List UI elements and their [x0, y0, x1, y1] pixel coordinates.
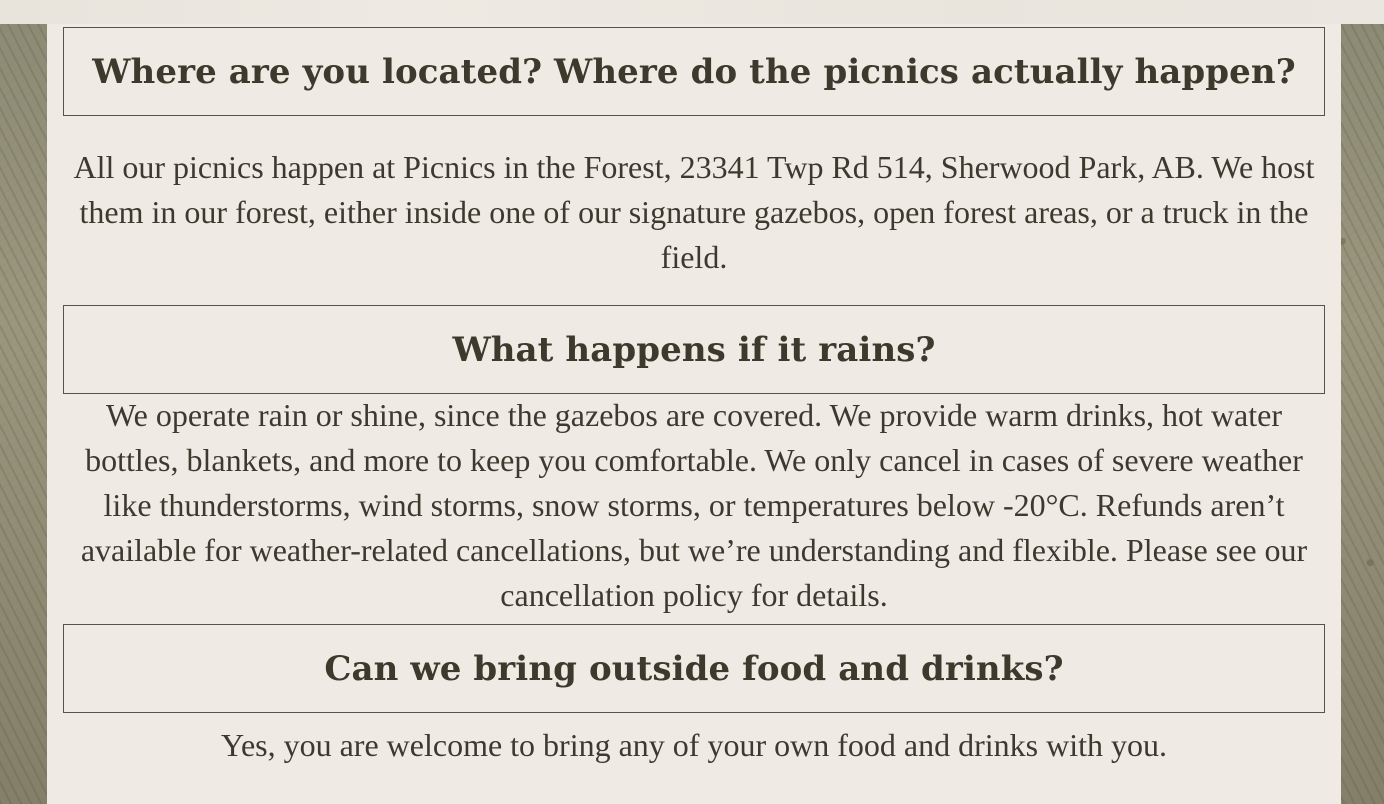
- faq-answer-rain: We operate rain or shine, since the gazebos are covered. We provide warm drinks, hot water bottles, blankets, and more to keep you comfortable. We only cancel in cases of severe weather like thunderstorms, wind storms, snow storms, or temperatures below -20°C. Refunds aren’t available for weather-related cancellations, but we’re understanding and flexible. Please see our cancellation policy for details.: [80, 397, 1308, 613]
- faq-answer-location: All our picnics happen at Picnics in the Forest, 23341 Twp Rd 514, Sherwood Park, AB. We host them in our forest, either inside one of our signature gazebos, open forest areas, or a truck in the field.: [73, 149, 1315, 275]
- faq-panel: [47, 24, 1341, 804]
- faq-question-location[interactable]: Where are you located? Where do the picnics actually happen?: [63, 27, 1325, 116]
- faq-question-rain[interactable]: What happens if it rains?: [63, 305, 1325, 394]
- top-header-strip: [0, 0, 1384, 24]
- faq-answer-outside-food: Yes, you are welcome to bring any of your own food and drinks with you.: [221, 727, 1167, 763]
- faq-question-outside-food[interactable]: Can we bring outside food and drinks?: [63, 624, 1325, 713]
